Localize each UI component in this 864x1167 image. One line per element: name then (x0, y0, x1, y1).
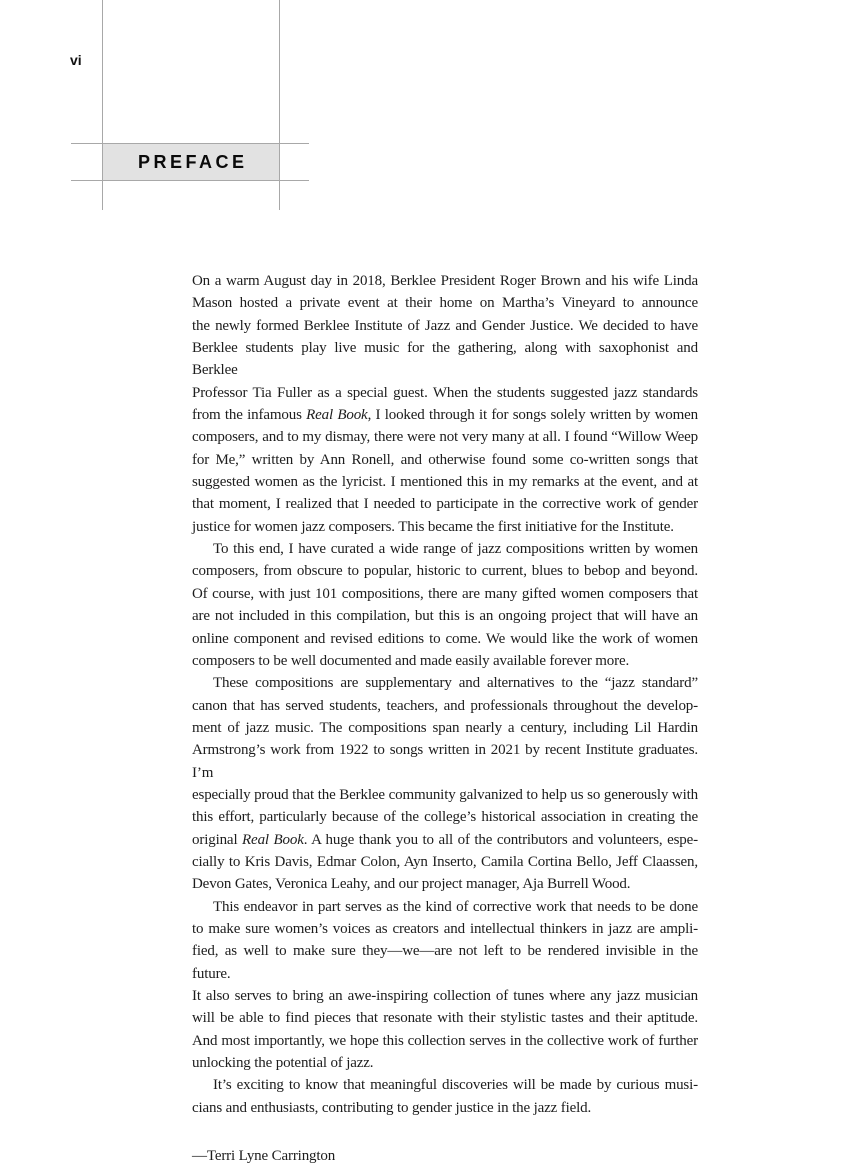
text-line: Berklee students play live music for the gathering, along with saxophonist and Berklee (192, 340, 698, 379)
text-line: Armstrong’s work from 1922 to songs written in 2021 by recent Institute graduates. I’m (192, 742, 698, 781)
text-line: will be able to find pieces that resonate with their stylistic tastes and their aptitude. (192, 1010, 698, 1027)
text-line: justice for women jazz composers. This became the first initiative for the Institute. (192, 518, 674, 535)
text-line: the newly formed Berklee Institute of Jazz and Gender Justice. We decided to have (192, 317, 698, 334)
text-line: original Real Book. A huge thank you to all of the contributors and volunteers, espe- (192, 831, 698, 848)
text-line: that moment, I realized that I needed to participate in the corrective work of gender (192, 496, 698, 513)
text-line: to make sure women’s voices as creators and intellectual thinkers in jazz are ampli- (192, 920, 698, 937)
text-line: This endeavor in part serves as the kind of corrective work that needs to be done (213, 898, 698, 915)
margin-rule-right (279, 0, 280, 210)
text-line: cians and enthusiasts, contributing to gender justice in the jazz field. (192, 1099, 592, 1116)
text-line: online component and revised editions to come. We would like the work of women (192, 630, 698, 647)
text-line: And most importantly, we hope this collection serves in the collective work of further (192, 1032, 698, 1049)
text-line: These compositions are supplementary and alternatives to the “jazz standard” (213, 675, 698, 692)
text-line: for Me,” written by Ann Ronell, and otherwise found some co-written songs that (192, 451, 698, 468)
text-line: are not included in this compilation, but this is an ongoing project that will have an (192, 608, 698, 625)
text-line: suggested women as the lyricist. I mentioned this in my remarks at the event, and at (192, 474, 698, 491)
text-line: Of course, with just 101 compositions, there are many gifted women composers that (192, 585, 698, 602)
text-line: It also serves to bring an awe-inspiring collection of tunes where any jazz musician (192, 988, 698, 1004)
text-line: Professor Tia Fuller as a special guest. When the students suggested jazz standards (192, 384, 698, 401)
text-line: from the infamous Real Book, I looked through it for songs solely written by women (192, 407, 699, 424)
text-line: To this end, I have curated a wide range of jazz compositions written by women (213, 541, 698, 558)
text-line: composers, and to my dismay, there were not very many at all. I found “Willow Weep (192, 429, 698, 446)
text-line: Mason hosted a private event at their home on Martha’s Vineyard to announce (192, 295, 698, 312)
text-line: this effort, particularly because of the college’s historical association in creating the (192, 809, 698, 826)
text-line: cially to Kris Davis, Edmar Colon, Ayn Inserto, Camila Cortina Bello, Jeff Claassen, (192, 853, 698, 870)
preface-text (192, 270, 698, 1167)
text-line: composers to be well documented and made easily available forever more. (192, 652, 630, 669)
text-line: especially proud that the Berklee community galvanized to help us so generously with (192, 786, 698, 803)
text-line: ment of jazz music. The compositions span nearly a century, including Lil Hardin (192, 719, 698, 736)
page-number: vi (70, 52, 82, 68)
text-line: It’s exciting to know that meaningful discoveries will be made by curious musi- (213, 1077, 698, 1094)
text-line: Devon Gates, Veronica Leahy, and our project manager, Aja Burrell Wood. (192, 876, 631, 893)
header-rule-bottom (71, 180, 309, 181)
chapter-title: PREFACE (137, 151, 248, 172)
text-line: canon that has served students, teachers, and professionals throughout the develop- (192, 697, 698, 714)
text-line: On a warm August day in 2018, Berklee President Roger Brown and his wife Linda (192, 273, 698, 289)
chapter-title-box (103, 144, 279, 180)
text-line: composers, from obscure to popular, historic to current, blues to bebop and beyond. (192, 563, 698, 580)
text-line: unlocking the potential of jazz. (192, 1055, 374, 1072)
text-line: fied, as well to make sure they—we—are not left to be rendered invisible in the future. (192, 943, 698, 982)
author-signature: —Terri Lyne Carrington (192, 1148, 336, 1165)
